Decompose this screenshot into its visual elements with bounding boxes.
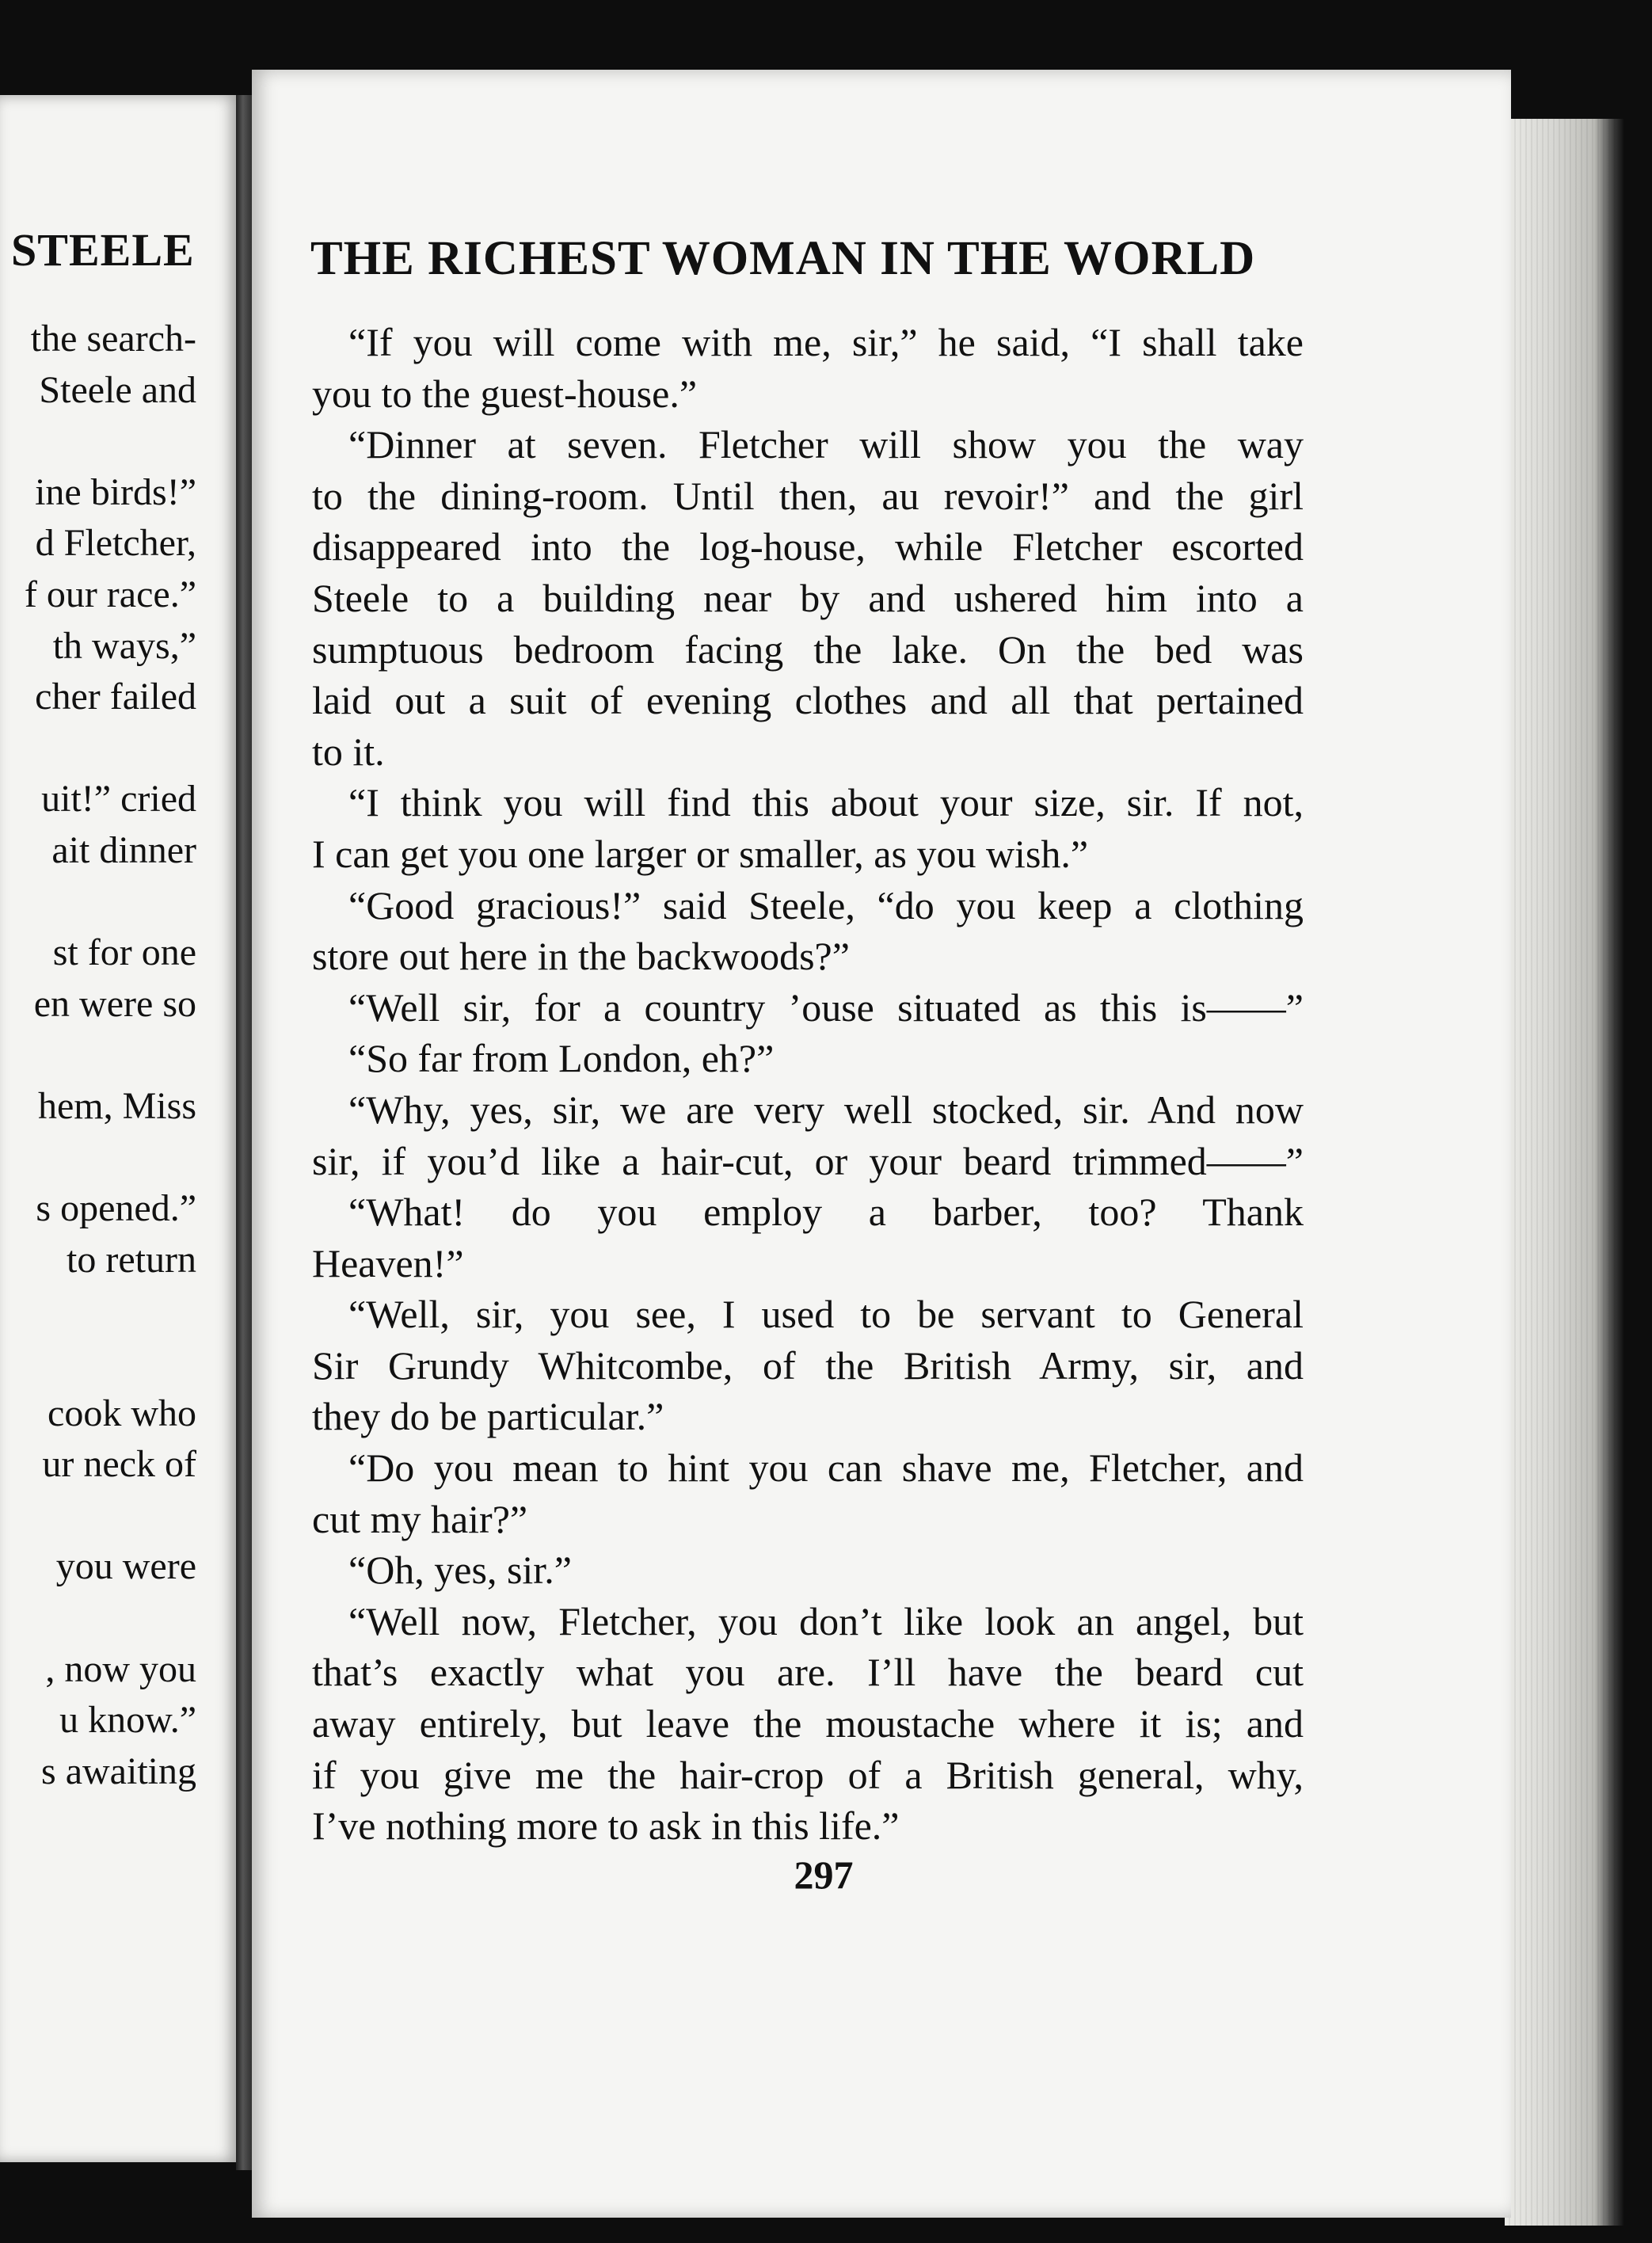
text-line: “Well, sir, you see, I used to be servant to General (348, 1292, 1304, 1337)
left-page-line: th ways,” (52, 624, 196, 667)
text-line: “Good gracious!” said Steele, “do you keep a clothing (348, 882, 1304, 927)
left-page-line: s opened.” (36, 1187, 196, 1230)
text-line: “Oh, yes, sir.” (348, 1548, 572, 1593)
text-line: disappeared into the log-house, while Fletcher escorted (312, 524, 1304, 569)
left-page-line: Steele and (39, 368, 196, 411)
text-line: “I think you will find this about your size, sir. If not, (348, 780, 1304, 825)
text-line: away entirely, but leave the moustache where it is; and (312, 1701, 1304, 1746)
left-page-line: u know.” (59, 1699, 196, 1742)
text-line: you to the guest-house.” (312, 371, 698, 416)
text-line: “Do you mean to hint you can shave me, Fletcher, and (348, 1445, 1304, 1491)
left-page-line: ine birds!” (35, 470, 196, 513)
running-head: THE RICHEST WOMAN IN THE WORLD (310, 232, 1256, 285)
left-page-line: st for one (52, 931, 196, 974)
left-page-line: hem, Miss (37, 1085, 196, 1127)
text-line: “So far from London, eh?” (348, 1036, 775, 1081)
page-number-text: 297 (794, 1853, 854, 1897)
left-page-line: ait dinner (51, 829, 196, 871)
left-page-line: to return (67, 1238, 196, 1281)
left-page-line: ur neck of (42, 1443, 196, 1486)
left-page-line: , now you (45, 1647, 196, 1690)
left-page-line: cook who (48, 1392, 196, 1434)
left-page-line: s awaiting (41, 1750, 196, 1792)
text-line: sumptuous bedroom facing the lake. On the bed was (312, 626, 1304, 672)
text-line: “Dinner at seven. Fletcher will show you the way (348, 422, 1304, 467)
text-line: sir, if you’d like a hair-cut, or your beard trimmed——” (312, 1138, 1304, 1183)
text-line: to the dining-room. Until then, au revoir!” and the girl (312, 473, 1304, 518)
page-edge-texture (1509, 119, 1620, 2226)
text-line: Steele to a building near by and ushered him into a (312, 575, 1304, 620)
page-number (0, 1852, 1652, 1898)
left-running-head: STEELE (11, 224, 195, 276)
left-page-line: en were so (33, 982, 196, 1025)
text-line: that’s exactly what you are. I’ll have the beard cut (312, 1650, 1304, 1695)
left-page-line: the search- (30, 318, 196, 360)
text-line: Heaven!” (312, 1240, 464, 1285)
text-line: if you give me the hair-crop of a British general, why, (312, 1752, 1304, 1797)
text-line: “Well sir, for a country ’ouse situated as this is——” (348, 984, 1304, 1030)
body-text (312, 317, 1304, 1852)
text-line: laid out a suit of evening clothes and all that pertained (312, 678, 1304, 723)
text-line: “If you will come with me, sir,” he said, “I shall take (348, 320, 1304, 364)
text-line: store out here in the backwoods?” (312, 934, 850, 979)
text-line: I can get you one larger or smaller, as you wish.” (312, 831, 1089, 876)
left-page-line: uit!” cried (41, 778, 196, 821)
text-line: cut my hair?” (312, 1496, 528, 1541)
left-page-line: d Fletcher, (35, 522, 196, 565)
text-line: “What! do you employ a barber, too? Thank (348, 1190, 1304, 1235)
text-line: to it. (312, 729, 385, 774)
text-line: “Why, yes, sir, we are very well stocked, sir. And now (348, 1087, 1304, 1132)
text-line: they do be particular.” (312, 1394, 664, 1439)
left-page-line: f our race.” (24, 573, 196, 615)
left-page-line: cher failed (35, 676, 196, 718)
text-line: Sir Grundy Whitcombe, of the British Army, sir, and (312, 1342, 1304, 1388)
text-line: I’ve nothing more to ask in this life.” (312, 1803, 900, 1849)
left-page-line: you were (55, 1545, 196, 1588)
text-line: “Well now, Fletcher, you don’t like look an angel, but (348, 1598, 1304, 1643)
